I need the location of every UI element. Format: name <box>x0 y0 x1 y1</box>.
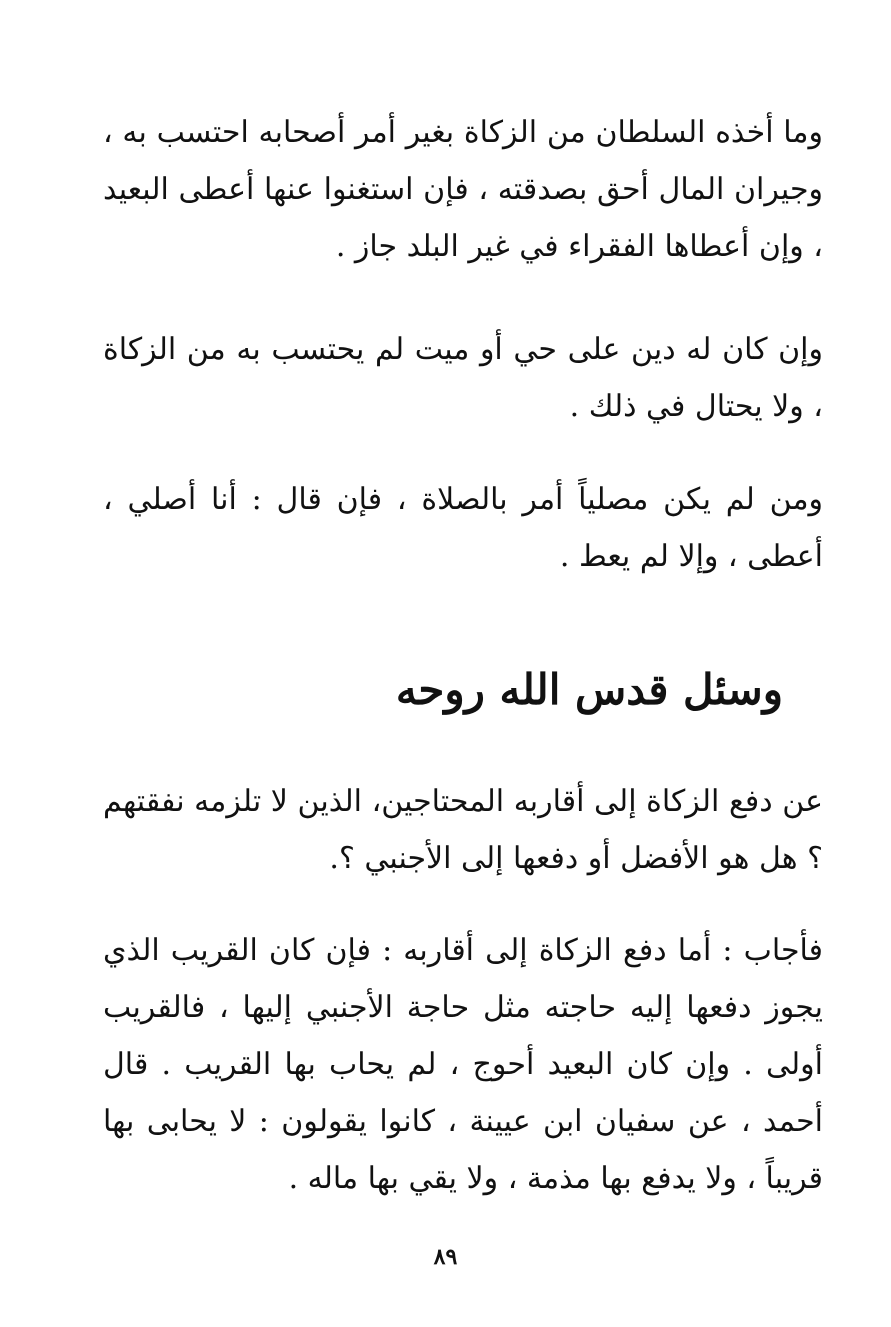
page-number: ٨٩ <box>433 1244 458 1270</box>
section-heading: وسئل قدس الله روحه <box>395 665 783 714</box>
answer-paragraph: فأجاب : أما دفع الزكاة إلى أقاربه : فإن كان القريب الذي يجوز دفعها إليه حاجته مثل حاجة الأجنبي إليها ، فالقريب أولى . وإن كان البعيد أحوج ، لم يحاب بها القريب . قال أحمد ، عن سفيان ابن عيينة ، كانوا يقولون : لا يحابى بها قريباً ، ولا يدفع بها مذمة ، ولا يقي بها ماله . <box>103 933 823 1196</box>
paragraph-debt: وإن كان له دين على حي أو ميت لم يحتسب به من الزكاة ، ولا يحتال في ذلك . <box>103 332 823 424</box>
paragraph-prayer: ومن لم يكن مصلياً أمر بالصلاة ، فإن قال : أنا أصلي ، أعطى ، وإلا لم يعط . <box>103 482 823 574</box>
paragraph-zakat-sultan: وما أخذه السلطان من الزكاة بغير أمر أصحابه احتسب به ، وجيران المال أحق بصدقته ، فإن استغنوا عنها أعطى البعيد ، وإن أعطاها الفقراء في غير البلد جاز . <box>103 115 823 264</box>
question-paragraph: عن دفع الزكاة إلى أقاربه المحتاجين، الذين لا تلزمه نفقتهم ؟ هل هو الأفضل أو دفعها إلى الأجنبي ؟. <box>103 784 823 876</box>
